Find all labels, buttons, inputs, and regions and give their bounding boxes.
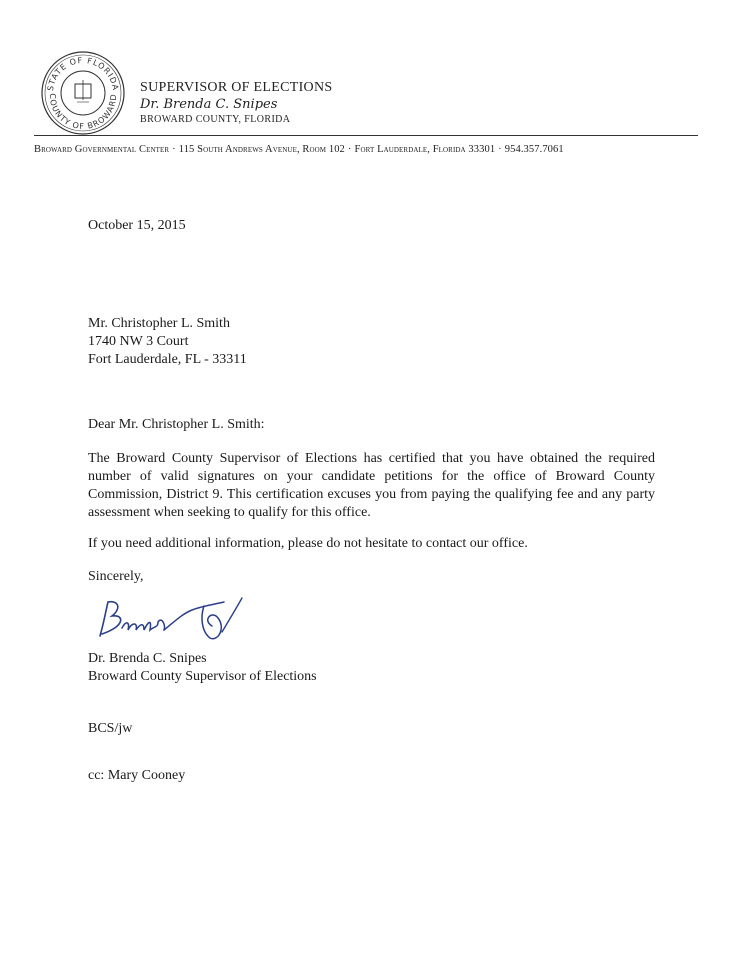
- office-holder-name: Dr. Brenda C. Snipes: [140, 97, 278, 112]
- salutation: Dear Mr. Christopher L. Smith:: [88, 417, 265, 432]
- typist-initials: BCS/jw: [88, 721, 133, 736]
- signer-name: Dr. Brenda C. Snipes: [88, 651, 207, 666]
- recipient-name: Mr. Christopher L. Smith: [88, 316, 230, 331]
- svg-text:COUNTY OF BROWARD: COUNTY OF BROWARD: [47, 93, 119, 132]
- recipient-street: 1740 NW 3 Court: [88, 334, 189, 349]
- address-building: Broward Governmental Center: [34, 144, 170, 155]
- recipient-city: Fort Lauderdale, FL - 33311: [88, 352, 247, 367]
- recipient-address: [88, 315, 247, 369]
- address-street: 115 South Andrews Avenue, Room 102: [178, 144, 345, 155]
- signer-block: [88, 650, 317, 686]
- office-county: BROWARD COUNTY, FLORIDA: [140, 114, 291, 125]
- signer-title: Broward County Supervisor of Elections: [88, 669, 317, 684]
- body-paragraph-2: If you need additional information, please do not hesitate to contact our office.: [88, 536, 528, 551]
- address-phone: 954.357.7061: [504, 144, 564, 155]
- letterhead-divider: [34, 135, 698, 136]
- signature-icon: [92, 592, 252, 654]
- carbon-copy: cc: Mary Cooney: [88, 768, 186, 783]
- letterhead-address: Broward Governmental Center · 115 South Andrews Avenue, Room 102 · Fort Lauderdale, Florida 33301 · 954.357.7061: [34, 144, 564, 155]
- closing: Sincerely,: [88, 569, 144, 584]
- address-city: Fort Lauderdale, Florida 33301: [354, 144, 496, 155]
- letter-date: October 15, 2015: [88, 218, 186, 233]
- body-paragraph-1: The Broward County Supervisor of Elections has certified that you have obtained the required number of valid signatures on your candidate petitions for the office of Broward County Commission, District 9. This certification excuses you from paying the qualifying fee and any party assessment when seeking to qualify for this office.: [88, 451, 655, 520]
- svg-text:STATE OF FLORIDA: STATE OF FLORIDA: [45, 55, 121, 92]
- office-title: SUPERVISOR OF ELECTIONS: [140, 80, 333, 95]
- county-seal-icon: [40, 50, 126, 136]
- letterhead: [140, 80, 332, 125]
